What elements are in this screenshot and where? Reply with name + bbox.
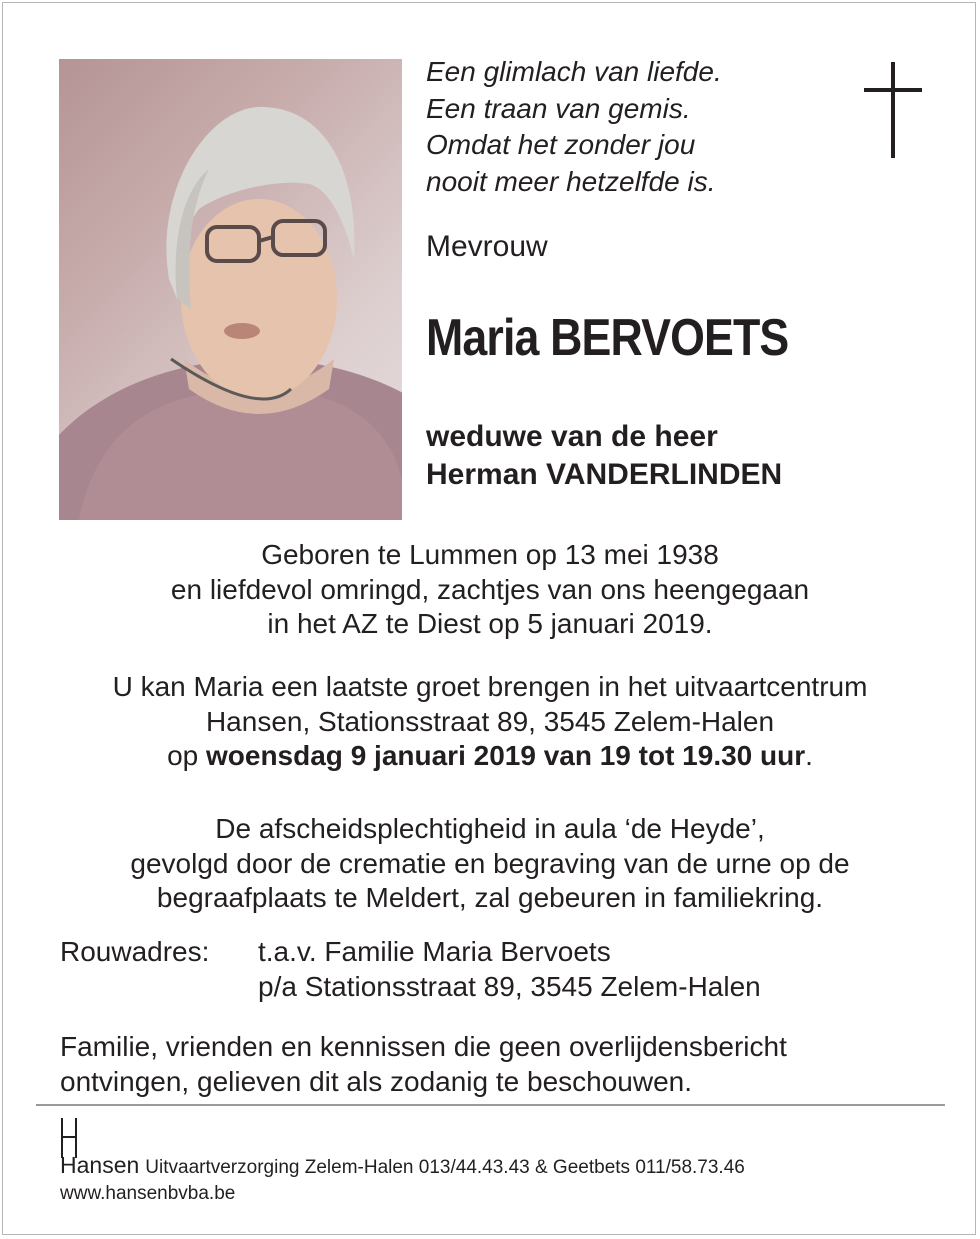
poem-line: Een traan van gemis. — [426, 92, 691, 124]
footer-contact — [60, 1152, 745, 1179]
ceremony-line: De afscheidsplechtigheid in aula ‘de Heyde’, — [215, 813, 765, 844]
poem — [426, 54, 722, 200]
widow-line: weduwe van de heer — [426, 420, 718, 453]
spouse-name: Herman VANDERLINDEN — [426, 458, 783, 491]
death-line: en liefdevol omringd, zachtjes van ons heengegaan — [170, 573, 810, 605]
poem-line: Omdat het zonder jou — [426, 129, 696, 160]
birth-line: Geboren te Lummen op 13 mei 1938 — [261, 539, 719, 570]
visitation-datetime: woensdag 9 januari 2019 van 19 tot 19.30 uur — [206, 740, 806, 771]
death-place-line: in het AZ te Diest op 5 januari 2019. — [267, 608, 713, 639]
funeral-home-contact: Uitvaartverzorging Zelem-Halen 013/44.43.43 & Geetbets 011/58.73.46 — [145, 1157, 745, 1178]
poem-line: Een glimlach van liefde. — [426, 56, 722, 87]
honorific: Mevrouw — [426, 230, 548, 263]
cross-icon — [864, 62, 922, 158]
portrait-photo — [59, 59, 402, 520]
widow-statement — [426, 418, 782, 494]
divider — [36, 1104, 945, 1106]
address-lines — [258, 935, 761, 1004]
family-note — [60, 1030, 787, 1099]
deceased-name: Maria BERVOETS — [426, 309, 789, 367]
family-note-line: Familie, vrienden en kennissen die geen overlijdensbericht — [60, 1031, 787, 1062]
visitation-line: U kan Maria een laatste groet brengen in het uitvaartcentrum — [112, 671, 868, 702]
visitation-location: Hansen, Stationsstraat 89, 3545 Zelem-Halen — [205, 705, 775, 737]
ceremony-text — [0, 812, 980, 916]
visitation-text — [0, 670, 980, 774]
visitation-suffix: . — [805, 740, 813, 771]
address-line: t.a.v. Familie Maria Bervoets — [258, 936, 611, 967]
address-label: Rouwadres: — [60, 936, 210, 967]
funeral-home-brand: Hansen — [60, 1152, 140, 1178]
ceremony-line: gevolgd door de crematie en begraving van de urne op de — [130, 847, 850, 879]
address-line: p/a Stationsstraat 89, 3545 Zelem-Halen — [258, 970, 761, 1002]
birth-death-text — [0, 538, 980, 642]
website-link[interactable]: www.hansenbvba.be — [60, 1183, 236, 1204]
poem-line: nooit meer hetzelfde is. — [426, 165, 716, 197]
ceremony-line: begraafplaats te Meldert, zal gebeuren in familiekring. — [156, 882, 824, 913]
visitation-time-line — [0, 739, 980, 774]
family-note-line: ontvingen, gelieven dit als zodanig te beschouwen. — [60, 1065, 692, 1097]
visitation-prefix: op — [167, 740, 206, 771]
